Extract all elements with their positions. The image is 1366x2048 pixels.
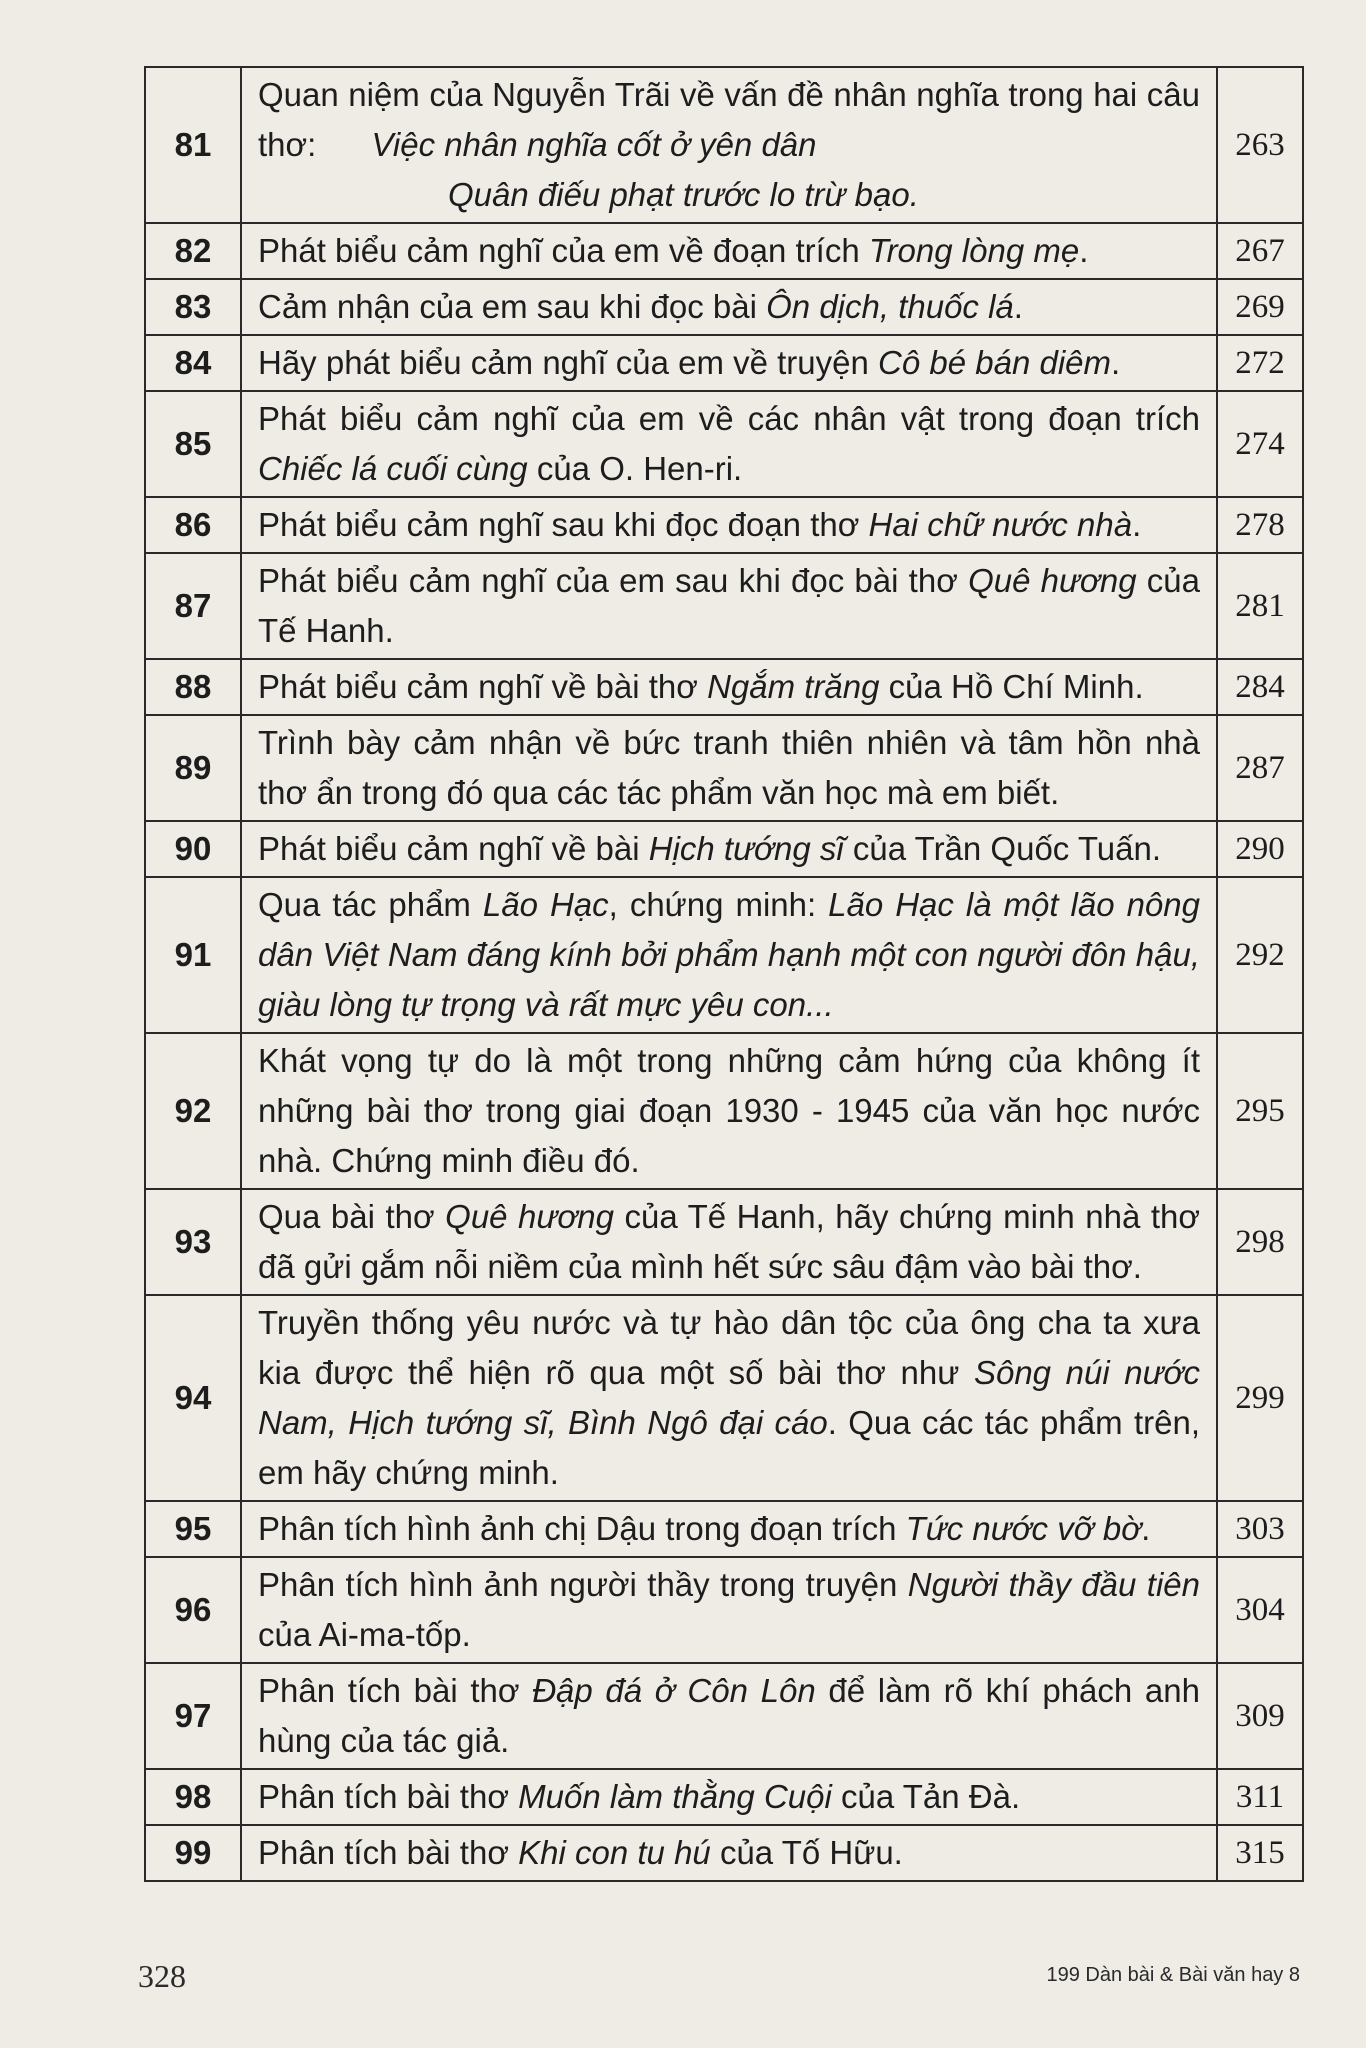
entry-text: Phân tích bài thơ <box>258 1834 519 1871</box>
table-row <box>145 715 1303 821</box>
entry-page: 284 <box>1217 659 1303 715</box>
entry-number: 89 <box>145 715 241 821</box>
entry-title <box>241 279 1217 335</box>
entry-text: Qua tác phẩm <box>258 886 483 923</box>
entry-title <box>241 877 1217 1033</box>
entry-text: Trình bày cảm nhận về bức tranh thiên nhiên và tâm hồn nhà thơ ẩn trong đó qua các tác phẩm văn học mà em biết. <box>258 724 1200 811</box>
table-row <box>145 67 1303 223</box>
entry-text: Phát biểu cảm nghĩ sau khi đọc đoạn thơ <box>258 506 869 543</box>
entry-text: để làm rõ khí phách anh hùng của tác giả. <box>258 1672 1200 1759</box>
work-title: Đập đá ở Côn Lôn <box>532 1672 816 1709</box>
entry-text: . Qua các tác phẩm trên, em hãy chứng minh. <box>258 1404 1200 1491</box>
entry-page: 292 <box>1217 877 1303 1033</box>
entry-text: . <box>1013 288 1023 325</box>
entry-page: 304 <box>1217 1557 1303 1663</box>
entry-text: của Tế Hanh, hãy chứng minh nhà thơ đã gửi gắm nỗi niềm của mình hết sức sâu đậm vào bài thơ. <box>258 1198 1200 1285</box>
table-row <box>145 1663 1303 1769</box>
work-title: Ngắm trăng <box>707 668 880 705</box>
work-title: Quê hương <box>968 562 1137 599</box>
work-title: Trong lòng mẹ <box>868 232 1080 269</box>
table-row <box>145 821 1303 877</box>
work-title: Lão Hạc là một lão nông dân Việt Nam đáng kính bởi phẩm hạnh một con người đôn hậu, giàu lòng tự trọng và rất mực yêu con... <box>258 886 1200 1023</box>
entry-number: 91 <box>145 877 241 1033</box>
entry-page: 295 <box>1217 1033 1303 1189</box>
entry-text: Phân tích bài thơ <box>258 1672 533 1709</box>
entry-number: 84 <box>145 335 241 391</box>
entry-title <box>241 1663 1217 1769</box>
entry-number: 82 <box>145 223 241 279</box>
entry-page: 274 <box>1217 391 1303 497</box>
entry-page: 263 <box>1217 67 1303 223</box>
entry-number: 94 <box>145 1295 241 1501</box>
verse-line-2: Quân điếu phạt trước lo trừ bạo. <box>448 176 919 213</box>
entry-text: Phân tích bài thơ <box>258 1778 519 1815</box>
table-row <box>145 1501 1303 1557</box>
table-row <box>145 279 1303 335</box>
entry-page: 272 <box>1217 335 1303 391</box>
work-title: Người thầy đầu tiên <box>907 1566 1200 1603</box>
entry-number: 93 <box>145 1189 241 1295</box>
work-title: Tức nước vỡ bờ <box>905 1510 1142 1547</box>
entry-text: Phát biểu cảm nghĩ về bài <box>258 830 649 867</box>
entry-page: 309 <box>1217 1663 1303 1769</box>
entry-text: Phát biểu cảm nghĩ của em về các nhân vật trong đoạn trích <box>258 400 1200 437</box>
entry-text: của Tố Hữu. <box>710 1834 903 1871</box>
book-title: 199 Dàn bài & Bài văn hay 8 <box>1046 1964 1300 1986</box>
entry-number: 87 <box>145 553 241 659</box>
table-row <box>145 1769 1303 1825</box>
entry-text: của Tế Hanh. <box>258 562 1200 649</box>
entry-title <box>241 1295 1217 1501</box>
verse-line-1: Việc nhân nghĩa cốt ở yên dân <box>371 126 817 163</box>
entry-title <box>241 1033 1217 1189</box>
entry-text: Phát biểu cảm nghĩ về bài thơ <box>258 668 708 705</box>
work-title: Hịch tướng sĩ <box>648 830 844 867</box>
entry-text: . <box>1132 506 1142 543</box>
entry-page: 315 <box>1217 1825 1303 1881</box>
work-title: Muốn làm thằng Cuội <box>518 1778 832 1815</box>
entry-title <box>241 553 1217 659</box>
entry-text: , chứng minh: <box>608 886 829 923</box>
entry-number: 96 <box>145 1557 241 1663</box>
table-row <box>145 877 1303 1033</box>
entry-number: 86 <box>145 497 241 553</box>
entry-text: Khát vọng tự do là một trong những cảm hứng của không ít những bài thơ trong giai đoạn 1930 - 1945 của văn học nước nhà. Chứng minh điều đó. <box>258 1042 1200 1179</box>
entry-page: 290 <box>1217 821 1303 877</box>
entry-title <box>241 67 1217 223</box>
entry-number: 85 <box>145 391 241 497</box>
entry-number: 90 <box>145 821 241 877</box>
entry-number: 81 <box>145 67 241 223</box>
entry-text: của Tản Đà. <box>831 1778 1021 1815</box>
entry-title <box>241 1825 1217 1881</box>
entry-number: 97 <box>145 1663 241 1769</box>
entry-text: Cảm nhận của em sau khi đọc bài <box>258 288 767 325</box>
entry-text: Phát biểu cảm nghĩ của em về đoạn trích <box>258 232 869 269</box>
page-number: 328 <box>138 1958 186 1994</box>
entry-text: của Trần Quốc Tuấn. <box>843 830 1162 867</box>
work-title: Chiếc lá cuối cùng <box>258 450 528 487</box>
entry-page: 299 <box>1217 1295 1303 1501</box>
entry-title <box>241 1557 1217 1663</box>
entry-page: 311 <box>1217 1769 1303 1825</box>
entry-title <box>241 715 1217 821</box>
entry-text: của Ai-ma-tốp. <box>258 1616 471 1653</box>
entry-title <box>241 659 1217 715</box>
table-row <box>145 1033 1303 1189</box>
entry-title <box>241 1501 1217 1557</box>
entry-number: 83 <box>145 279 241 335</box>
entry-text: . <box>1079 232 1089 269</box>
table-row <box>145 1825 1303 1881</box>
entry-text: Phân tích hình ảnh người thầy trong truyện <box>258 1566 908 1603</box>
entry-text: Truyền thống yêu nước và tự hào dân tộc của ông cha ta xưa kia được thể hiện rõ qua một số bài thơ như <box>258 1304 1200 1391</box>
table-row <box>145 659 1303 715</box>
entry-title <box>241 335 1217 391</box>
entry-title <box>241 391 1217 497</box>
entry-page: 269 <box>1217 279 1303 335</box>
table-row <box>145 335 1303 391</box>
entry-text: Qua bài thơ <box>258 1198 446 1235</box>
table-row <box>145 223 1303 279</box>
entry-page: 298 <box>1217 1189 1303 1295</box>
table-row <box>145 1295 1303 1501</box>
table-of-contents <box>144 66 1304 1882</box>
entry-text: Hãy phát biểu cảm nghĩ của em về truyện <box>258 344 879 381</box>
entry-text: của O. Hen-ri. <box>527 450 743 487</box>
entry-page: 267 <box>1217 223 1303 279</box>
entry-title <box>241 497 1217 553</box>
entry-title <box>241 1189 1217 1295</box>
entry-page: 281 <box>1217 553 1303 659</box>
work-title: Ôn dịch, thuốc lá <box>766 288 1014 325</box>
entry-number: 95 <box>145 1501 241 1557</box>
entry-intro: Quan niệm của Nguyễn Trãi về vấn đề nhân nghĩa trong hai câu thơ: <box>258 76 1200 163</box>
entry-text: Phân tích hình ảnh chị Dậu trong đoạn trích <box>258 1510 906 1547</box>
work-title: Quê hương <box>445 1198 614 1235</box>
entry-title <box>241 223 1217 279</box>
entry-number: 88 <box>145 659 241 715</box>
work-title: Sông núi nước Nam, Hịch tướng sĩ, Bình Ngô đại cáo <box>258 1354 1200 1441</box>
entry-text: . <box>1111 344 1121 381</box>
entry-number: 92 <box>145 1033 241 1189</box>
entry-page: 278 <box>1217 497 1303 553</box>
table-row <box>145 391 1303 497</box>
work-title: Hai chữ nước nhà <box>868 506 1133 543</box>
entry-text: của Hồ Chí Minh. <box>879 668 1144 705</box>
entry-title <box>241 821 1217 877</box>
table-row <box>145 497 1303 553</box>
work-title: Cô bé bán diêm <box>878 344 1111 381</box>
table-row <box>145 1189 1303 1295</box>
entry-text: Phát biểu cảm nghĩ của em sau khi đọc bài thơ <box>258 562 969 599</box>
entry-title <box>241 1769 1217 1825</box>
entry-number: 98 <box>145 1769 241 1825</box>
table-row <box>145 553 1303 659</box>
entry-text: . <box>1141 1510 1151 1547</box>
work-title: Khi con tu hú <box>518 1834 711 1871</box>
entry-number: 99 <box>145 1825 241 1881</box>
work-title: Lão Hạc <box>482 886 609 923</box>
entry-page: 287 <box>1217 715 1303 821</box>
table-row <box>145 1557 1303 1663</box>
entry-page: 303 <box>1217 1501 1303 1557</box>
